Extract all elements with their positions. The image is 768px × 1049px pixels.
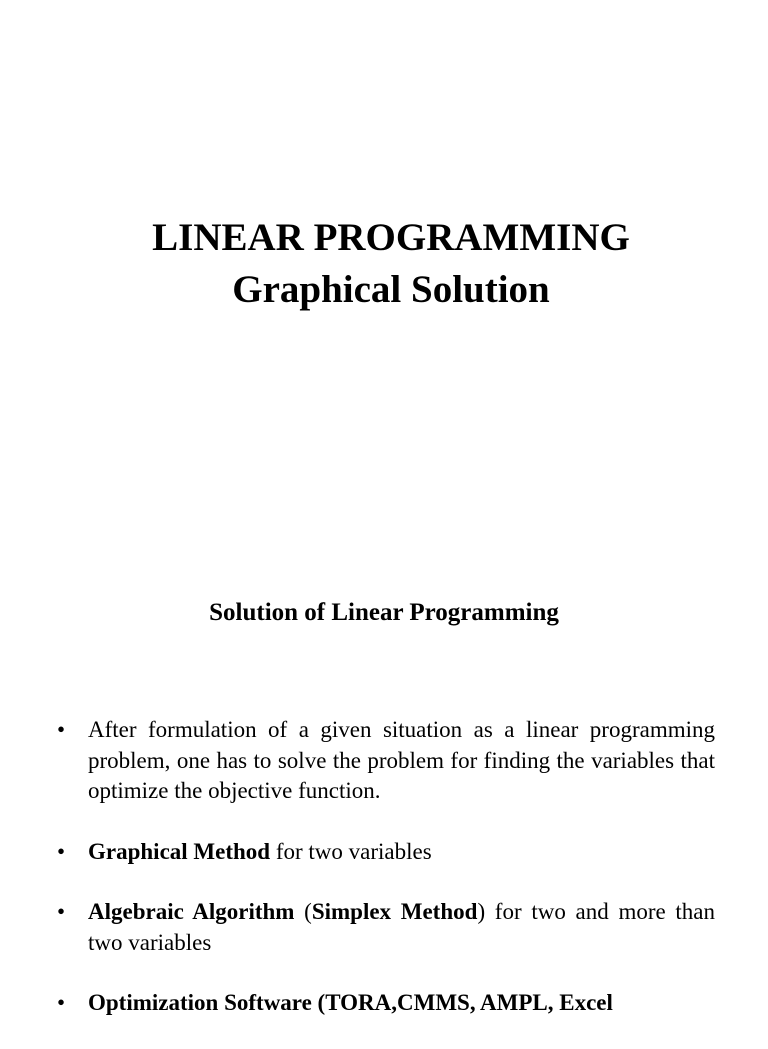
bullet-item-formulation [57,715,715,807]
bullet-icon: • [57,838,66,864]
bullet-item-optimization-software [57,988,715,1019]
bullet-bold-term: Algebraic Algorithm [88,899,295,924]
bullet-icon: • [57,990,66,1015]
content-slide [0,560,768,1024]
title-line-2: Graphical Solution [232,268,550,311]
bullet-bold-term: Optimization Software (TORA,CMMS, AMPL, Excel [88,990,613,1015]
bullet-item-graphical-method [57,837,715,868]
bullet-item-algebraic-algorithm [57,897,715,958]
bullet-list [57,715,715,1049]
bullet-bold-term: Graphical Method [88,838,271,864]
slide-title [0,212,768,316]
title-line-1: LINEAR PROGRAMMING [152,216,630,259]
bullet-text: ( [294,899,312,924]
bullet-icon: • [57,899,66,924]
bullet-bold-term-secondary: Simplex Method [311,899,478,924]
bullet-text: for two variables [270,838,432,864]
slide-heading: Solution of Linear Programming [209,599,559,626]
bullet-text-secondary: ) for two and more than two variables [88,899,716,955]
bullet-icon: • [57,717,66,742]
bullet-text: After formulation of a given situation as a linear programming problem, one has to solve the problem for finding the variables that optimize the objective function. [88,717,715,803]
